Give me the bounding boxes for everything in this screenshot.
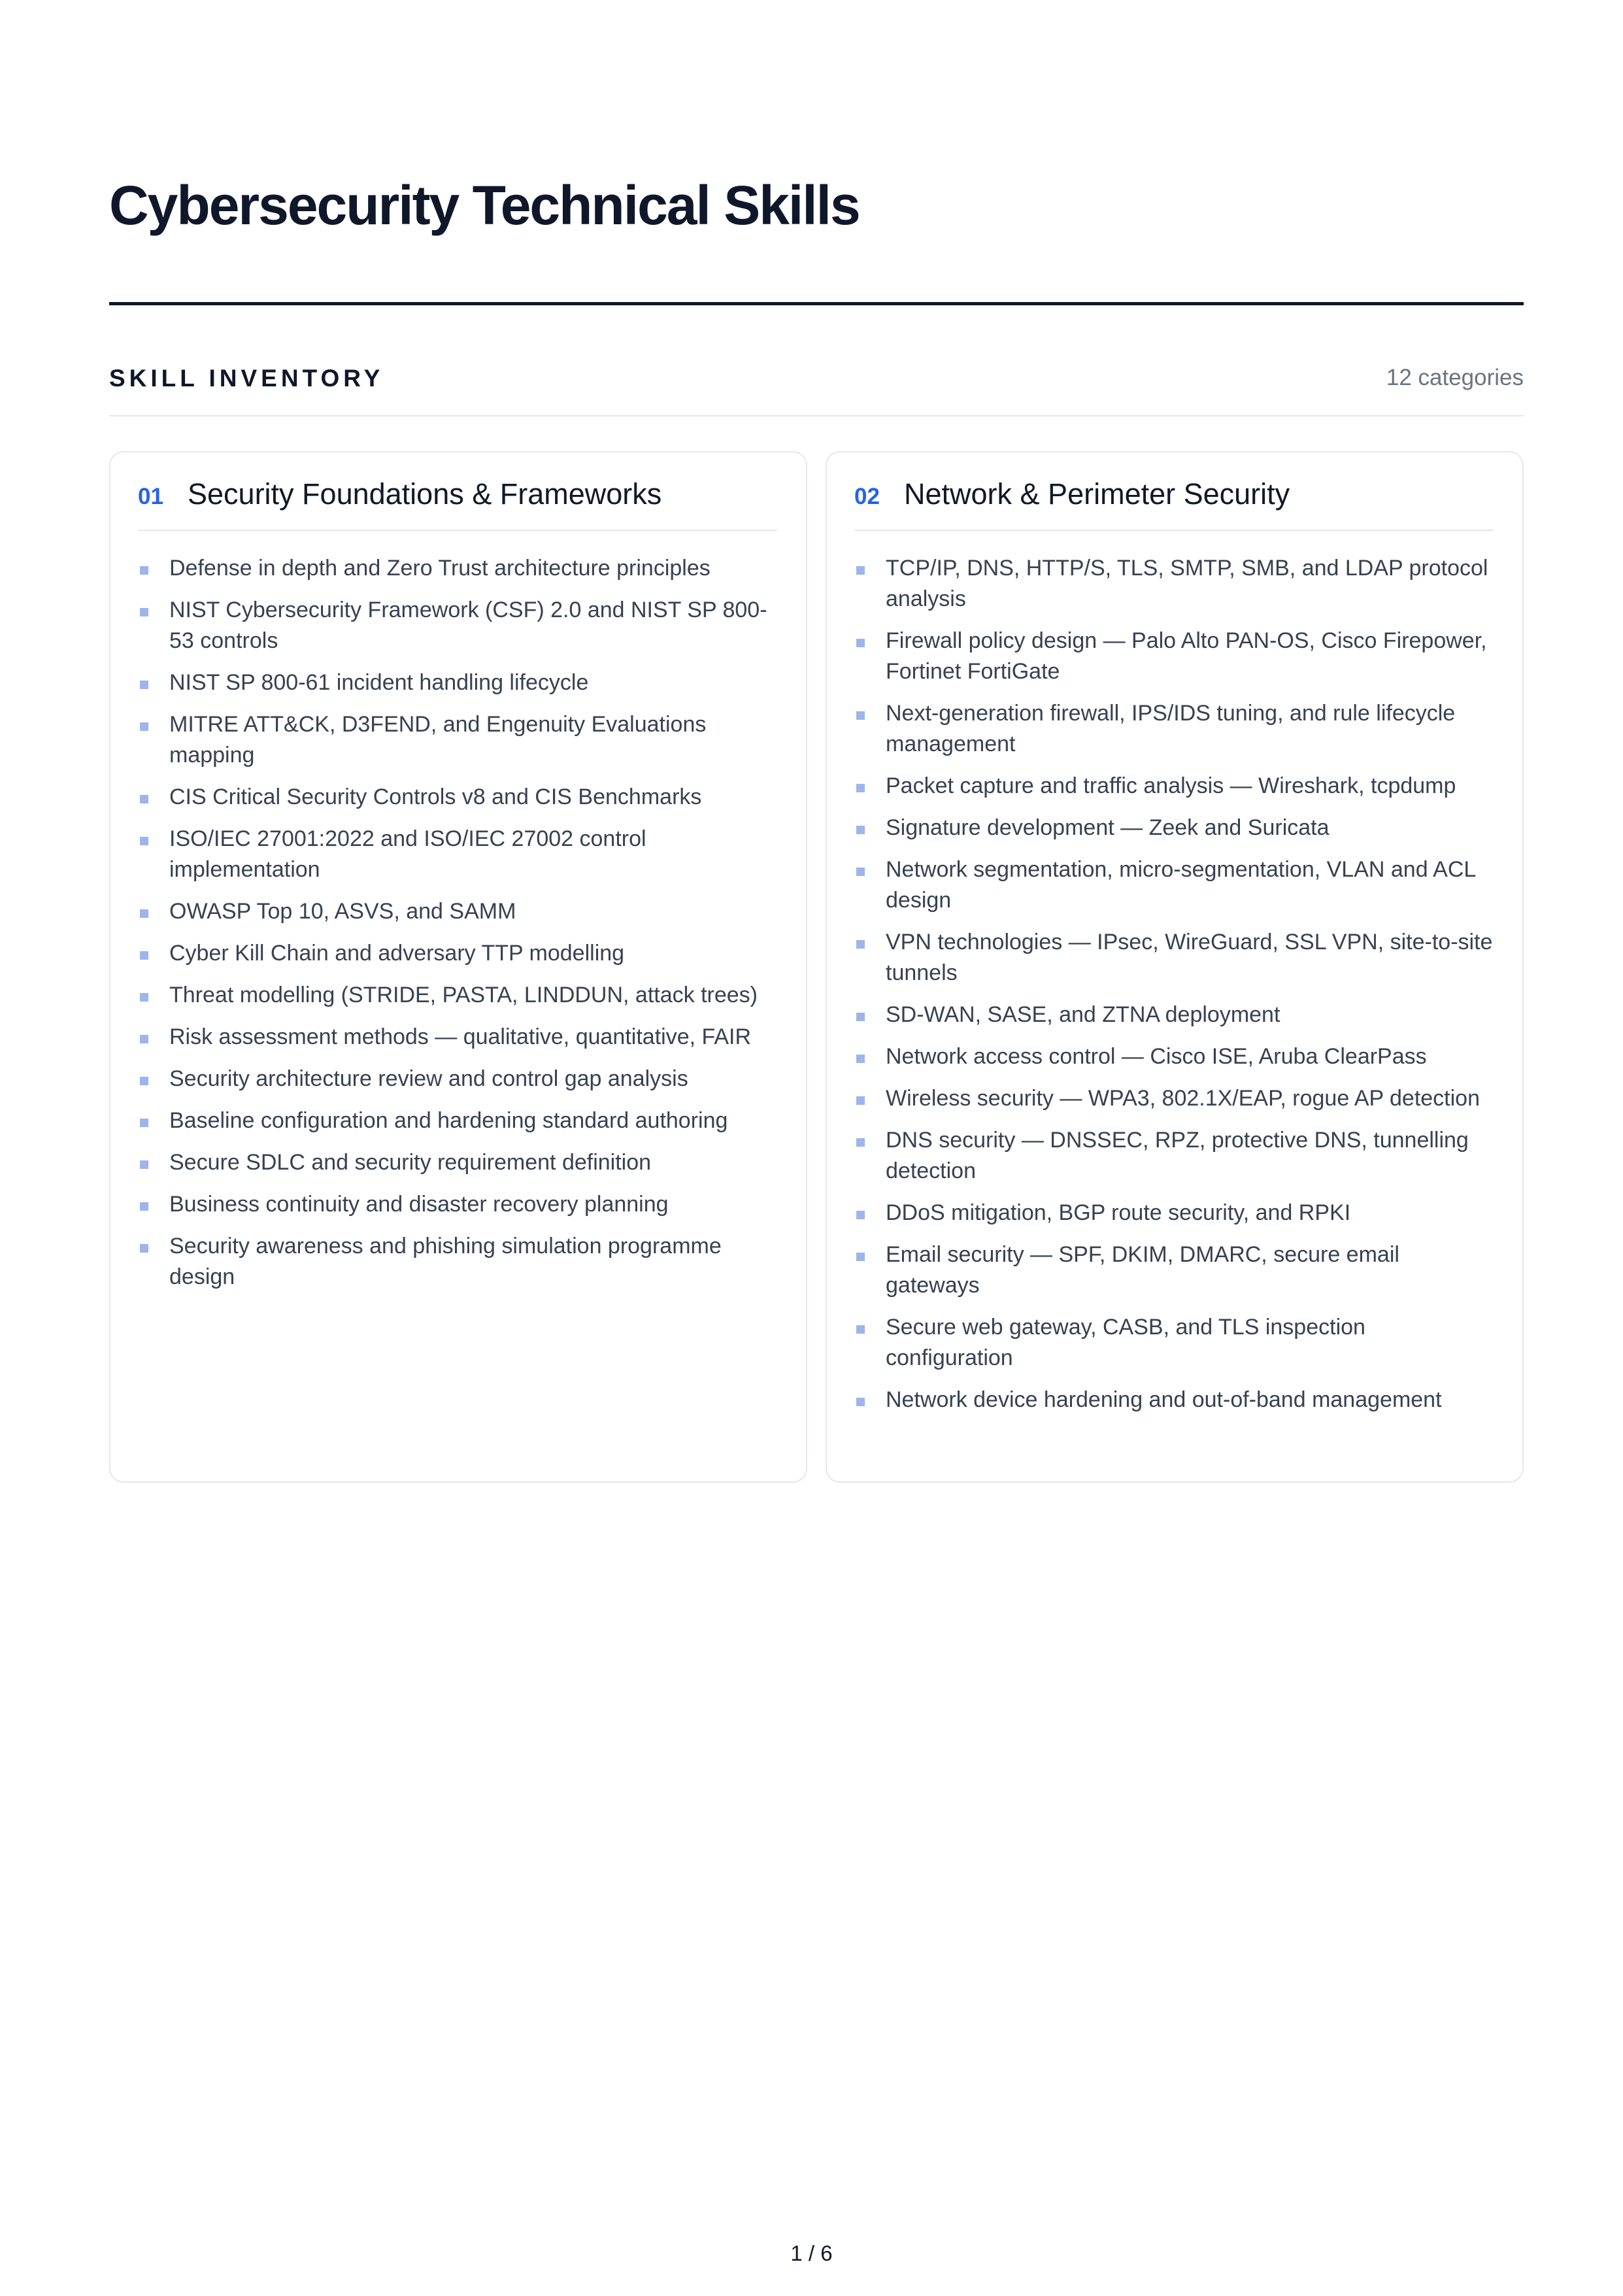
skill-item bbox=[854, 771, 1494, 802]
skill-list bbox=[138, 531, 777, 1292]
skill-item bbox=[854, 1385, 1494, 1415]
square-bullet-icon bbox=[856, 940, 865, 949]
section-label: SKILL INVENTORY bbox=[109, 365, 384, 392]
skill-item bbox=[854, 854, 1494, 916]
category-count: 12 categories bbox=[1386, 365, 1524, 390]
square-bullet-icon bbox=[140, 681, 148, 689]
square-bullet-icon bbox=[856, 1325, 865, 1334]
skill-item-text: Network access control — Cisco ISE, Aruba ClearPass bbox=[886, 1044, 1427, 1069]
card-header bbox=[138, 477, 777, 531]
square-bullet-icon bbox=[856, 711, 865, 720]
skill-item-text: Risk assessment methods — qualitative, quantitative, FAIR bbox=[169, 1024, 752, 1049]
skill-item bbox=[138, 824, 777, 885]
title-divider bbox=[109, 302, 1524, 305]
skill-item-text: VPN technologies — IPsec, WireGuard, SSL VPN, site-to-site tunnels bbox=[886, 930, 1493, 985]
skill-item-text: NIST SP 800-61 incident handling lifecycle bbox=[169, 670, 589, 695]
skill-item bbox=[138, 1147, 777, 1178]
skill-item bbox=[854, 1198, 1494, 1228]
square-bullet-icon bbox=[140, 722, 148, 731]
square-bullet-icon bbox=[856, 1013, 865, 1021]
skill-item-text: Packet capture and traffic analysis — Wireshark, tcpdump bbox=[886, 773, 1456, 798]
category-number: 02 bbox=[854, 484, 880, 509]
skill-item bbox=[138, 709, 777, 771]
document-page bbox=[109, 0, 1524, 2296]
skill-item bbox=[854, 1083, 1494, 1114]
skill-item bbox=[138, 1106, 777, 1136]
square-bullet-icon bbox=[140, 1160, 148, 1169]
square-bullet-icon bbox=[140, 1035, 148, 1043]
skill-item-text: Firewall policy design — Palo Alto PAN-OS, Cisco Firepower, Fortinet FortiGate bbox=[886, 628, 1487, 684]
category-title: Network & Perimeter Security bbox=[904, 477, 1290, 511]
skill-item bbox=[854, 1312, 1494, 1374]
square-bullet-icon bbox=[140, 837, 148, 845]
skill-item-text: Baseline configuration and hardening standard authoring bbox=[169, 1108, 728, 1133]
square-bullet-icon bbox=[140, 566, 148, 575]
skill-item-text: Security awareness and phishing simulation programme design bbox=[169, 1234, 722, 1289]
skill-item-text: Business continuity and disaster recovery planning bbox=[169, 1192, 669, 1217]
skill-item-text: DDoS mitigation, BGP route security, and RPKI bbox=[886, 1200, 1351, 1225]
skill-item bbox=[138, 782, 777, 813]
square-bullet-icon bbox=[140, 993, 148, 1002]
skill-item bbox=[138, 896, 777, 927]
skill-item-text: Email security — SPF, DKIM, DMARC, secure email gateways bbox=[886, 1242, 1399, 1298]
skill-item-text: SD-WAN, SASE, and ZTNA deployment bbox=[886, 1002, 1280, 1027]
square-bullet-icon bbox=[140, 909, 148, 918]
skill-item-text: Network segmentation, micro-segmentation, VLAN and ACL design bbox=[886, 857, 1476, 913]
skill-item-text: Defense in depth and Zero Trust architecture principles bbox=[169, 556, 711, 581]
category-card-security-foundations bbox=[109, 451, 807, 1483]
skill-item bbox=[138, 1231, 777, 1292]
square-bullet-icon bbox=[856, 1253, 865, 1261]
skill-item-text: Cyber Kill Chain and adversary TTP modelling bbox=[169, 941, 625, 966]
square-bullet-icon bbox=[856, 1138, 865, 1147]
page-title: Cybersecurity Technical Skills bbox=[109, 175, 860, 236]
skill-item-text: Wireless security — WPA3, 802.1X/EAP, rogue AP detection bbox=[886, 1086, 1481, 1111]
skill-item-text: OWASP Top 10, ASVS, and SAMM bbox=[169, 899, 516, 924]
category-card-network-security bbox=[826, 451, 1524, 1483]
skill-item bbox=[854, 927, 1494, 988]
square-bullet-icon bbox=[856, 784, 865, 792]
skill-item-text: Security architecture review and control gap analysis bbox=[169, 1066, 688, 1091]
square-bullet-icon bbox=[140, 795, 148, 803]
square-bullet-icon bbox=[140, 951, 148, 960]
skill-item-text: Next-generation firewall, IPS/IDS tuning, and rule lifecycle management bbox=[886, 701, 1456, 756]
skill-item-text: TCP/IP, DNS, HTTP/S, TLS, SMTP, SMB, and LDAP protocol analysis bbox=[886, 556, 1488, 611]
skill-item bbox=[854, 1125, 1494, 1187]
square-bullet-icon bbox=[856, 826, 865, 834]
skill-item bbox=[138, 1189, 777, 1220]
skill-item bbox=[854, 698, 1494, 760]
skill-item-text: NIST Cybersecurity Framework (CSF) 2.0 and NIST SP 800-53 controls bbox=[169, 598, 767, 653]
skill-item bbox=[138, 938, 777, 969]
square-bullet-icon bbox=[856, 1398, 865, 1406]
card-header bbox=[854, 477, 1494, 531]
skill-item-text: Threat modelling (STRIDE, PASTA, LINDDUN, attack trees) bbox=[169, 983, 758, 1007]
skill-item bbox=[854, 1000, 1494, 1030]
skill-item bbox=[138, 1064, 777, 1094]
category-number: 01 bbox=[138, 484, 163, 509]
skill-item-text: DNS security — DNSSEC, RPZ, protective DNS, tunnelling detection bbox=[886, 1128, 1469, 1183]
skill-item bbox=[138, 980, 777, 1011]
square-bullet-icon bbox=[140, 1202, 148, 1211]
square-bullet-icon bbox=[856, 868, 865, 876]
skill-item bbox=[854, 1041, 1494, 1072]
skill-list bbox=[854, 531, 1494, 1415]
square-bullet-icon bbox=[856, 1211, 865, 1219]
square-bullet-icon bbox=[140, 1119, 148, 1127]
skill-item bbox=[854, 553, 1494, 615]
skill-item bbox=[854, 1240, 1494, 1301]
section-divider bbox=[109, 415, 1524, 416]
skill-item-text: MITRE ATT&CK, D3FEND, and Engenuity Evaluations mapping bbox=[169, 712, 707, 768]
skill-item-text: Signature development — Zeek and Suricata bbox=[886, 815, 1330, 840]
page-number: 1 / 6 bbox=[790, 2241, 833, 2265]
skill-item-text: Secure web gateway, CASB, and TLS inspection configuration bbox=[886, 1315, 1365, 1370]
category-title: Security Foundations & Frameworks bbox=[188, 477, 662, 511]
square-bullet-icon bbox=[140, 608, 148, 616]
skill-item bbox=[854, 813, 1494, 843]
skill-item bbox=[138, 553, 777, 584]
skill-item-text: ISO/IEC 27001:2022 and ISO/IEC 27002 control implementation bbox=[169, 826, 646, 882]
square-bullet-icon bbox=[140, 1244, 148, 1253]
skill-item bbox=[138, 1022, 777, 1053]
square-bullet-icon bbox=[856, 1096, 865, 1105]
skill-item-text: Secure SDLC and security requirement definition bbox=[169, 1150, 652, 1175]
skill-item-text: Network device hardening and out-of-band management bbox=[886, 1387, 1442, 1412]
skill-item-text: CIS Critical Security Controls v8 and CIS Benchmarks bbox=[169, 785, 702, 809]
square-bullet-icon bbox=[140, 1077, 148, 1085]
square-bullet-icon bbox=[856, 566, 865, 575]
skill-item bbox=[138, 595, 777, 656]
skill-item bbox=[138, 667, 777, 698]
square-bullet-icon bbox=[856, 1055, 865, 1063]
square-bullet-icon bbox=[856, 639, 865, 647]
skill-item bbox=[854, 626, 1494, 687]
